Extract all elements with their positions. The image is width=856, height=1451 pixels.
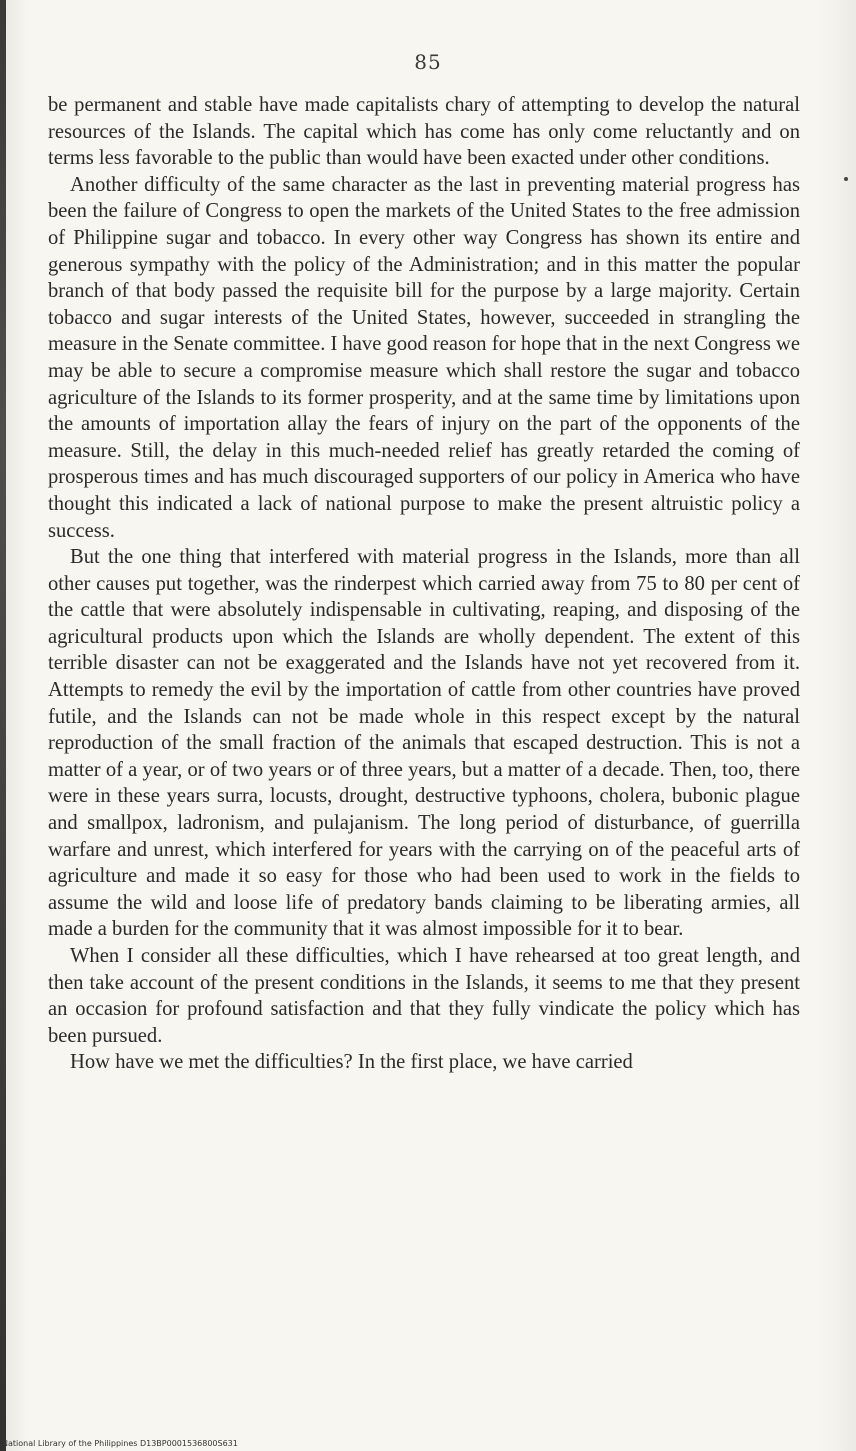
binding-edge (0, 0, 6, 1451)
paragraph-5: How have we met the difficulties? In the first place, we have carried (70, 1051, 633, 1074)
paragraph-1: be permanent and stable have made capitalists chary of attempting to develop the natural resources of the Islands. The capital which has come has only come reluctantly and on terms less favorable to the public than would have been exacted under other conditions. (48, 94, 800, 170)
paragraph-2: Another difficulty of the same character as the last in preventing material progress has been the failure of Congress to open the markets of the United States to the free admission of Philippine sugar and tobacco. In every other way Congress has shown its entire and generous sympathy with the policy of the Administration; and in this matter the popular branch of that body passed the requisite bill for the purpose by a large majority. Certain tobacco and sugar interests of the United States, however, succeeded in strangling the measure in the Senate committee. I have good reason for hope that in the next Congress we may be able to secure a compromise measure which shall restore the sugar and tobacco agriculture of the Islands to its former prosperity, and at the same time by limitations upon the amounts of importation allay the fears of injury on the part of the opponents of the measure. Still, the delay in this much-needed relief has greatly retarded the coming of prosperous times and has much discouraged supporters of our policy in America who have thought this indicated a lack of national purpose to make the present altruistic policy a success. (48, 173, 801, 542)
scan-footer: National Library of the Philippines D13BP0001536800S631 (2, 1439, 238, 1448)
paragraph-4: When I consider all these difficulties, which I have rehearsed at too great length, and then take account of the present conditions in the Islands, it seems to me that they present an occasion for profound satisfaction and that they fully vindicate the policy which has been pursued. (48, 945, 800, 1047)
scan-speck (844, 177, 848, 181)
paragraph-3: But the one thing that interfered with material progress in the Islands, more than all other causes put together, was the rinderpest which carried away from 75 to 80 per cent of the cattle that were absolutely indispensable in cultivating, reaping, and disposing of the agricultural products upon which the Islands are wholly dependent. The extent of this terrible disaster can not be exaggerated and the Islands have not yet recovered from it. Attempts to remedy the evil by the importation of cattle from other countries have proved futile, and the Islands can not be made whole in this respect except by the natural reproduction of the small fraction of the animals that escaped destruction. This is not a matter of a year, or of two years or of three years, but a matter of a decade. Then, too, there were in these years surra, locusts, drought, destructive typhoons, cholera, bubonic plague and smallpox, ladronism, and pulajanism. The long period of disturbance, of guerrilla warfare and unrest, which interfered for years with the carrying on of the peaceful arts of agriculture and made it so easy for those who had been used to work in the fields to assume the wild and loose life of predatory bands claiming to be liberating armies, all made a burden for the community that it was almost impossible for it to bear. (48, 546, 800, 941)
body-text (48, 92, 800, 1076)
page-number: 85 (414, 50, 442, 74)
